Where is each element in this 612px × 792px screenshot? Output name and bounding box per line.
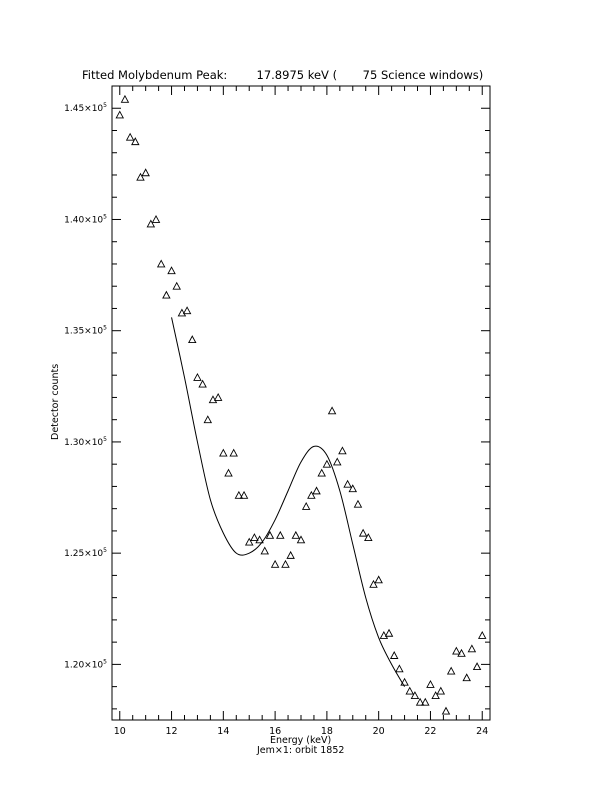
x-tick-label: 18 — [320, 726, 333, 737]
data-point — [479, 632, 486, 639]
data-point — [277, 532, 284, 539]
y-tick-label: $1.20\times 10^5$ — [64, 658, 107, 671]
data-point — [318, 470, 325, 477]
data-point — [230, 450, 237, 457]
x-tick-label: 20 — [372, 726, 385, 737]
data-point — [303, 503, 310, 510]
x-tick-label: 22 — [424, 726, 437, 737]
data-point — [354, 501, 361, 508]
data-point — [453, 648, 460, 655]
footer-label: Jem×1: orbit 1852 — [257, 745, 345, 756]
x-tick-label: 24 — [476, 726, 489, 737]
data-point — [163, 292, 170, 299]
data-point — [448, 668, 455, 675]
data-point — [272, 561, 279, 568]
data-point — [360, 530, 367, 537]
data-point — [184, 307, 191, 314]
data-point — [261, 547, 268, 554]
data-point — [406, 688, 413, 695]
data-point — [251, 534, 258, 541]
data-point — [344, 481, 351, 488]
data-point — [189, 336, 196, 343]
data-point — [282, 561, 289, 568]
data-points — [116, 96, 485, 714]
data-point — [127, 134, 134, 141]
y-tick-label: $1.45\times 10^5$ — [64, 102, 107, 115]
chart-title: Fitted Molybdenum Peak: 17.8975 keV ( 75 Science windows) — [82, 68, 484, 82]
data-point — [220, 450, 227, 457]
y-tick-label: $1.30\times 10^5$ — [64, 435, 107, 448]
x-tick-label: 10 — [113, 726, 126, 737]
y-tick-label: $1.35\times 10^5$ — [64, 324, 107, 337]
data-point — [427, 681, 434, 688]
data-point — [121, 96, 128, 103]
data-point — [287, 552, 294, 559]
data-point — [437, 688, 444, 695]
data-point — [158, 260, 165, 267]
data-point — [313, 487, 320, 494]
y-axis-label: Detector counts — [50, 363, 61, 440]
data-point — [194, 374, 201, 381]
data-point — [116, 111, 123, 118]
data-point — [173, 283, 180, 290]
data-point — [442, 708, 449, 715]
data-point — [391, 652, 398, 659]
data-point — [329, 407, 336, 414]
data-point — [463, 674, 470, 681]
axis-ticks — [112, 86, 490, 720]
fit-curve — [172, 317, 405, 686]
y-tick-label: $1.25\times 10^5$ — [64, 547, 107, 560]
data-point — [468, 645, 475, 652]
x-axis-label: Energy (keV) — [270, 735, 332, 746]
data-point — [375, 576, 382, 583]
data-point — [396, 665, 403, 672]
data-point — [204, 416, 211, 423]
x-tick-label: 12 — [165, 726, 178, 737]
data-point — [292, 532, 299, 539]
data-point — [225, 470, 232, 477]
data-point — [266, 532, 273, 539]
x-tick-label: 14 — [217, 726, 230, 737]
data-point — [386, 630, 393, 637]
data-point — [215, 394, 222, 401]
data-point — [142, 169, 149, 176]
data-point — [474, 663, 481, 670]
data-point — [323, 461, 330, 468]
data-point — [199, 381, 206, 388]
data-point — [339, 447, 346, 454]
x-tick-label: 16 — [269, 726, 282, 737]
data-point — [168, 267, 175, 274]
y-tick-label: $1.40\times 10^5$ — [64, 213, 107, 226]
data-point — [334, 458, 341, 465]
y-tick-labels — [64, 102, 107, 670]
plot-frame — [112, 86, 490, 720]
data-point — [153, 216, 160, 223]
